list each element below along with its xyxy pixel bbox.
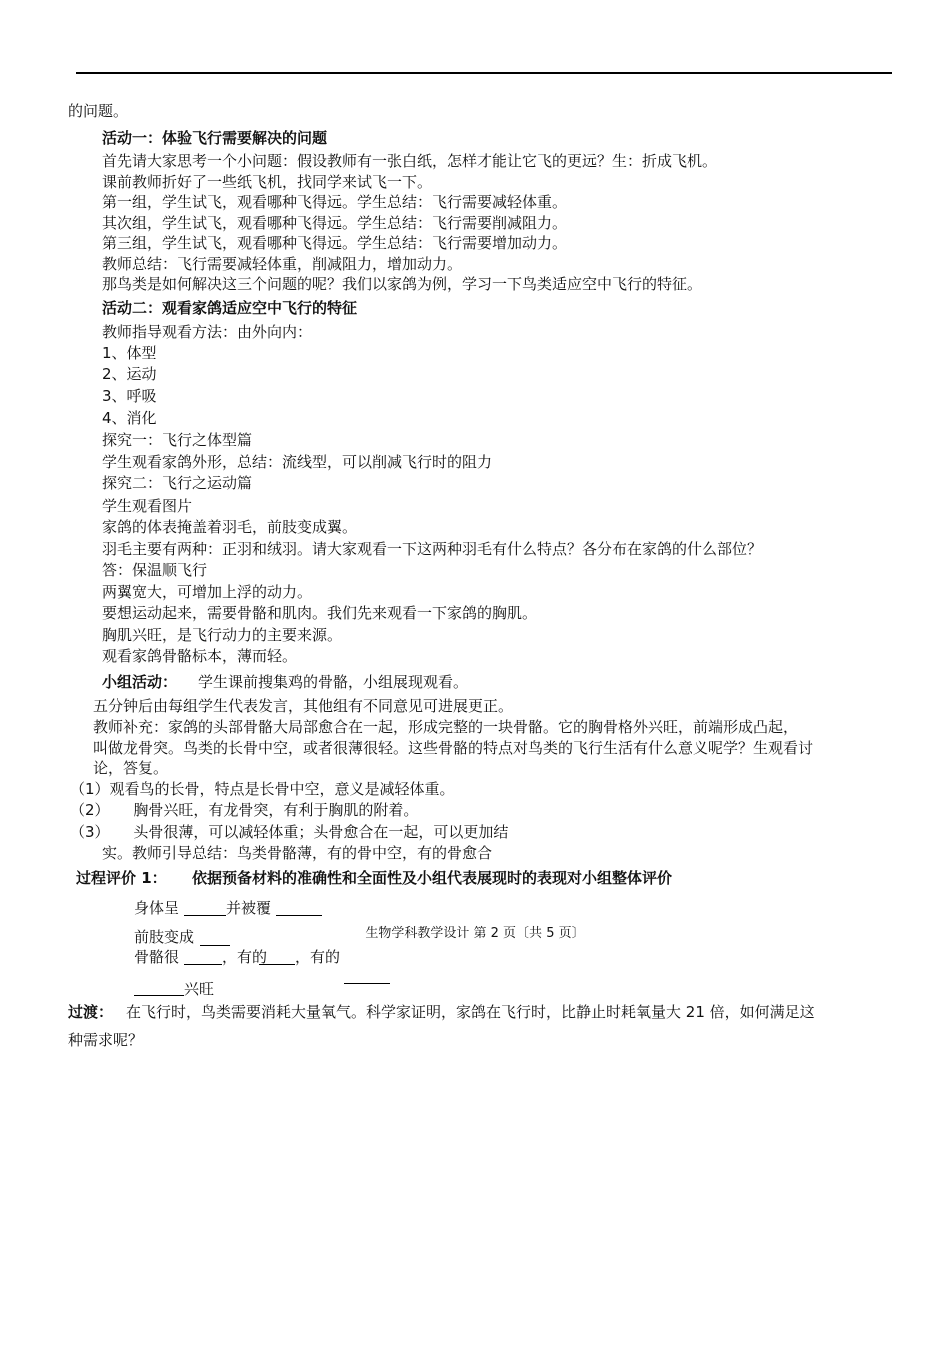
a2-line: 4、消化: [102, 409, 157, 427]
blank-line: [200, 945, 230, 946]
a2-line: 3、呼吸: [102, 387, 157, 405]
blank-line: [134, 995, 184, 996]
a1-line: 那鸟类是如何解决这三个问题的呢？我们以家鸽为例，学习一下鸟类适应空中飞行的特征。: [102, 275, 703, 293]
transition-text: 在飞行时，鸟类需要消耗大量氧气。科学家证明，家鸽在飞行时，比静止时耗氧量大 21 倍，如何满足这: [126, 1003, 815, 1021]
transition-text-cont: 种需求呢？: [68, 1031, 144, 1049]
a2-line: 探究一：飞行之体型篇: [102, 431, 253, 449]
group-activity-text: 学生课前搜集鸡的骨骼，小组展现观看。: [198, 673, 469, 691]
a2-line: 学生观看图片: [102, 497, 193, 515]
a2-line: 教师指导观看方法：由外向内：: [102, 323, 313, 341]
teacher-line: 叫做龙骨突。鸟类的长骨中空，或者很薄很轻。这些骨骼的特点对鸟类的飞行生活有什么意义呢学？生观看讨: [93, 739, 814, 757]
blank-line: [259, 964, 295, 965]
header-rule: [76, 72, 892, 74]
point-3: （3） 头骨很薄，可以减轻体重；头骨愈合在一起，可以更加结: [70, 823, 509, 841]
fill-body-a: 身体呈: [134, 899, 180, 917]
continuation-text: 的问题。: [68, 102, 129, 120]
a2-line: 1、体型: [102, 344, 157, 362]
fill-bone-a: 骨骼很: [134, 948, 180, 966]
blank-line: [276, 915, 322, 916]
a1-line: 其次组，学生试飞，观看哪种飞得远。学生总结：飞行需要削减阻力。: [102, 214, 568, 232]
a1-line: 课前教师折好了一些纸飞机，找同学来试飞一下。: [102, 173, 433, 191]
point-3-cont: 实。教师引导总结：鸟类骨骼薄，有的骨中空，有的骨愈合: [102, 844, 493, 862]
a2-line: 要想运动起来，需要骨骼和肌肉。我们先来观看一下家鸽的胸肌。: [102, 604, 538, 622]
a2-line: 胸肌兴旺，是飞行动力的主要来源。: [102, 626, 343, 644]
fill-limb: 前肢变成: [134, 928, 195, 946]
fill-bone-c: ，有的: [295, 948, 341, 966]
fill-muscle: 兴旺: [184, 980, 215, 998]
a2-line: 探究二：飞行之运动篇: [102, 474, 253, 492]
a1-line: 教师总结：飞行需要减轻体重，削减阻力，增加动力。: [102, 255, 463, 273]
a2-line: 羽毛主要有两种：正羽和绒羽。请大家观看一下这两种羽毛有什么特点？各分布在家鸽的什么部位？: [102, 540, 763, 558]
activity2-title: 活动二：观看家鸽适应空中飞行的特征: [102, 299, 358, 317]
point-1: （1）观看鸟的长骨，特点是长骨中空，意义是减轻体重。: [70, 780, 455, 798]
a2-line: 2、运动: [102, 365, 157, 383]
fill-body-b: 并被覆: [226, 899, 272, 917]
eval-text: 依据预备材料的准确性和全面性及小组代表展现时的表现对小组整体评价: [192, 869, 673, 887]
page-footer: 生物学科教学设计 第 2 页〔共 5 页〕: [365, 926, 585, 941]
a2-line: 答：保温顺飞行: [102, 561, 208, 579]
blank-line: [184, 964, 222, 965]
blank-line: [344, 983, 390, 984]
fill-bone-b: ，有的: [222, 948, 268, 966]
discussion-line: 五分钟后由每组学生代表发言，其他组有不同意见可进展更正。: [93, 697, 514, 715]
transition-label: 过渡：: [68, 1003, 114, 1021]
activity1-title: 活动一：体验飞行需要解决的问题: [102, 129, 328, 147]
eval-label: 过程评价 1：: [76, 869, 167, 887]
point-2: （2） 胸骨兴旺，有龙骨突，有利于胸肌的附着。: [70, 801, 419, 819]
a2-line: 观看家鸽骨骼标本，薄而轻。: [102, 647, 298, 665]
a1-line: 第三组，学生试飞，观看哪种飞得远。学生总结：飞行需要增加动力。: [102, 234, 568, 252]
a2-line: 学生观看家鸽外形，总结：流线型，可以削减飞行时的阻力: [102, 453, 493, 471]
a2-line: 两翼宽大，可增加上浮的动力。: [102, 583, 313, 601]
teacher-line: 教师补充：家鸽的头部骨骼大局部愈合在一起，形成完整的一块骨骼。它的胸骨格外兴旺，前端形成凸起，: [93, 718, 799, 736]
blank-line: [184, 915, 226, 916]
a1-line: 首先请大家思考一个小问题：假设教师有一张白纸，怎样才能让它飞的更远？生：折成飞机。: [102, 152, 718, 170]
a2-line: 家鸽的体表掩盖着羽毛，前肢变成翼。: [102, 518, 358, 536]
a1-line: 第一组，学生试飞，观看哪种飞得远。学生总结：飞行需要减轻体重。: [102, 193, 568, 211]
group-activity-label: 小组活动：: [102, 673, 178, 691]
teacher-line: 论，答复。: [93, 759, 169, 777]
